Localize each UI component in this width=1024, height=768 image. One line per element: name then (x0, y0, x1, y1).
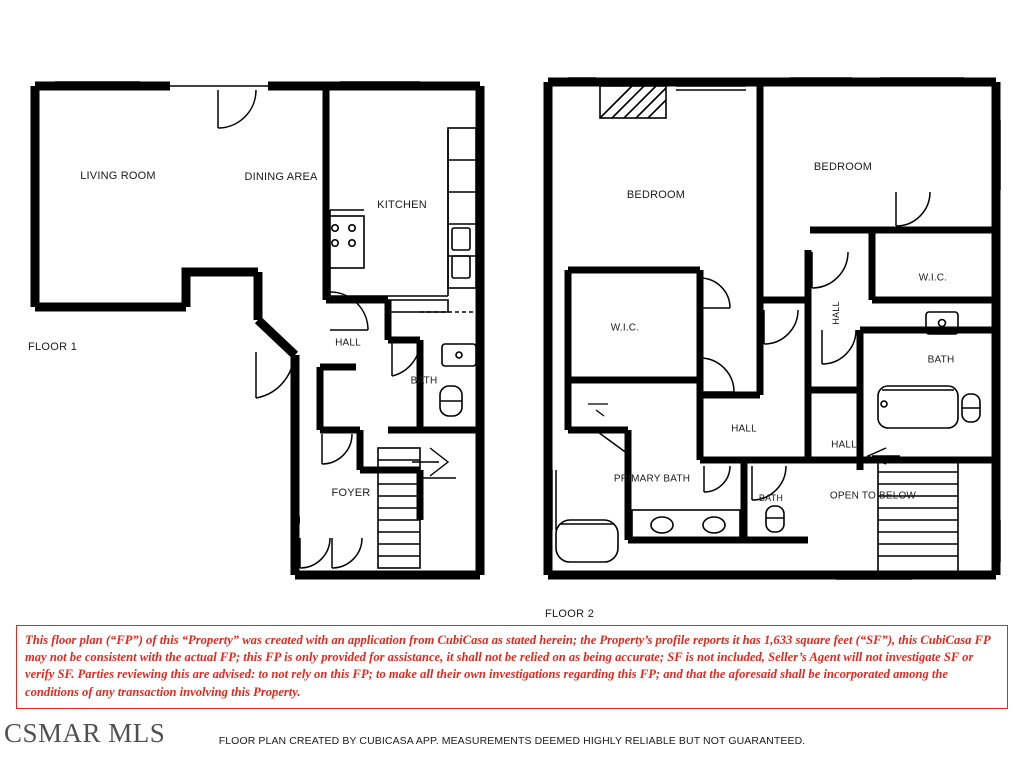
room-label-kitchen: KITCHEN (377, 199, 427, 211)
room-label-dining-area: DINING AREA (244, 171, 318, 183)
room-label-bath-right: BATH (927, 354, 955, 366)
room-label-bath-center: BATH (758, 493, 784, 503)
room-label-living-room: LIVING ROOM (80, 170, 156, 182)
room-label-wic-left: W.I.C. (610, 322, 640, 334)
room-label-hall-vertical: HALL (831, 301, 841, 325)
floor-2-label: FLOOR 2 (545, 608, 595, 620)
floor-1-label: FLOOR 1 (28, 341, 78, 353)
room-label-open-to-below: OPEN TO BELOW (829, 490, 917, 502)
footer-note: FLOOR PLAN CREATED BY CUBICASA APP. MEASUREMENTS DEEMED HIGHLY RELIABLE BUT NOT GUARANTEED. (218, 735, 806, 747)
room-label-bedroom-left: BEDROOM (626, 189, 686, 201)
room-label-hall-center: HALL (731, 423, 757, 435)
watermark-csmar-mls: CSMAR MLS (4, 718, 166, 748)
room-label-primary-bath: PRIMARY BATH (613, 473, 691, 485)
room-label-foyer: FOYER (331, 487, 371, 499)
room-label-hall-right: HALL (831, 439, 857, 451)
legal-disclaimer: This floor plan (“FP”) of this “Property” was created with an application from CubiCasa as stated herein; the Property’s profile reports it has 1,633 square feet (“SF”), this CubiCasa FP may not be consistent with the actual FP; this FP is only provided for assistance, it shall not be relied on as being accurate; SF is not included, Seller’s Agent will not investigate SF or verify SF. Parties reviewing this are advised: to not rely on this FP; to make all their own investigations regarding this FP; and that the aforesaid shall be incorporated among the conditions of any transaction involving this Property. (16, 625, 1008, 709)
room-label-bedroom-right: BEDROOM (813, 161, 873, 173)
room-label-hall-floor1: HALL (335, 337, 361, 349)
floor-1-geometry (35, 82, 480, 575)
room-label-wic-right: W.I.C. (918, 272, 948, 284)
room-label-bath-floor1: BATH (410, 375, 438, 387)
